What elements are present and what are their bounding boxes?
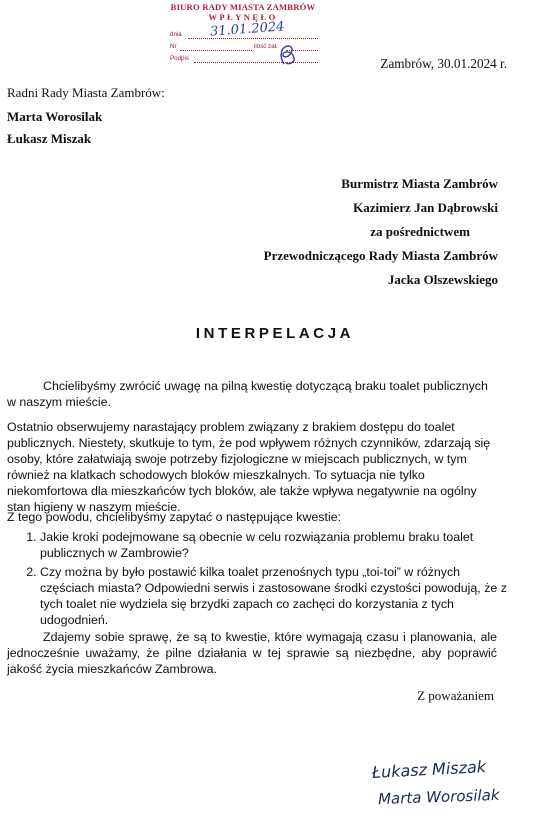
signature-lukasz-miszak: Łukasz Miszak bbox=[371, 757, 487, 782]
recipient-line-5: Jacka Olszewskiego bbox=[387, 272, 498, 287]
place-date: Zambrów, 30.01.2024 r. bbox=[380, 56, 507, 71]
recipient-line-3: za pośrednictwem bbox=[370, 224, 470, 239]
recipient-line-1: Burmistrz Miasta Zambrów bbox=[341, 176, 498, 191]
signature-marta-worosilak: Marta Worosilak bbox=[377, 785, 500, 809]
stamp-date-value: 31.01.2024 bbox=[209, 19, 285, 40]
sender-heading: Radni Rady Miasta Zambrów: bbox=[7, 85, 165, 100]
document-title: INTERPELACJA bbox=[195, 325, 355, 342]
stamp-initial-scribble bbox=[276, 44, 300, 66]
paragraph-questions-intro: Z tego powodu, chcielibyśmy zapytać o następujące kwestie: bbox=[7, 510, 342, 524]
stamp-nr-line bbox=[180, 50, 252, 51]
stamp-signature-label: Podpis bbox=[170, 55, 189, 62]
stamp-title: BIURO RADY MIASTA ZAMBRÓW bbox=[170, 2, 316, 12]
paragraph-problem: Ostatnio obserwujemy narastający problem związany z brakiem dostępu do toalet publicznych. Niestety, skutkuje to tym, że pod wpływem różnych czynników, zdarzają się osoby, które załatwiają swoje potrzeby fizjologiczne w miejscach publicznych, w tym również na klatkach schodowych bloków mieszkalnych. To sytuacja nie tylko niekomfortowa dla mieszkańców tych bloków, ale także wpływa negatywnie na ogólny stan higieny w naszym mieście. bbox=[7, 420, 491, 514]
stamp-date-line bbox=[188, 38, 318, 39]
stamp-attachments-label: ilość zał. bbox=[254, 43, 278, 50]
recipient-line-2: Kazimierz Jan Dąbrowski bbox=[353, 200, 498, 215]
question-item-1: 1. Jakie kroki podejmowane są obecnie w celu rozwiązania problemu braku toalet publicznych w Zambrowie? bbox=[40, 530, 515, 562]
sender-name-2: Łukasz Miszak bbox=[7, 131, 92, 146]
paragraph-intro: Chcielibyśmy zwrócić uwagę na pilną kwestię dotyczącą braku toalet publicznych w naszym mieście. bbox=[7, 379, 488, 409]
stamp-nr-label: Nr bbox=[170, 43, 177, 50]
recipient-line-4: Przewodniczącego Rady Miasta Zambrów bbox=[263, 248, 498, 263]
registry-stamp bbox=[168, 0, 318, 64]
questions-list bbox=[7, 530, 515, 631]
question-item-2: 2. Czy można by było postawić kilka toalet przenośnych typu „toi-toi” w różnych częściach miasta? Odpowiedni serwis i zastosowane środki czystości powodują, że z tych toalet nie wydziela się brzydki zapach co zachęci do korzystania z tych udogodnień. bbox=[40, 565, 515, 629]
stamp-subtitle: WPŁYNĘŁO bbox=[208, 12, 278, 22]
signoff: Z poważaniem bbox=[417, 688, 494, 703]
stamp-date-label: dnia bbox=[170, 31, 182, 38]
paragraph-closing: Zdajemy sobie sprawę, że są to kwestie, które wymagają czasu i planowania, ale jednocześnie uważamy, że pilne działania w tej sprawie są niezbędne, aby poprawić jakość życia mieszkańców Zambrowa. bbox=[7, 630, 497, 676]
sender-name-1: Marta Worosilak bbox=[7, 109, 103, 124]
